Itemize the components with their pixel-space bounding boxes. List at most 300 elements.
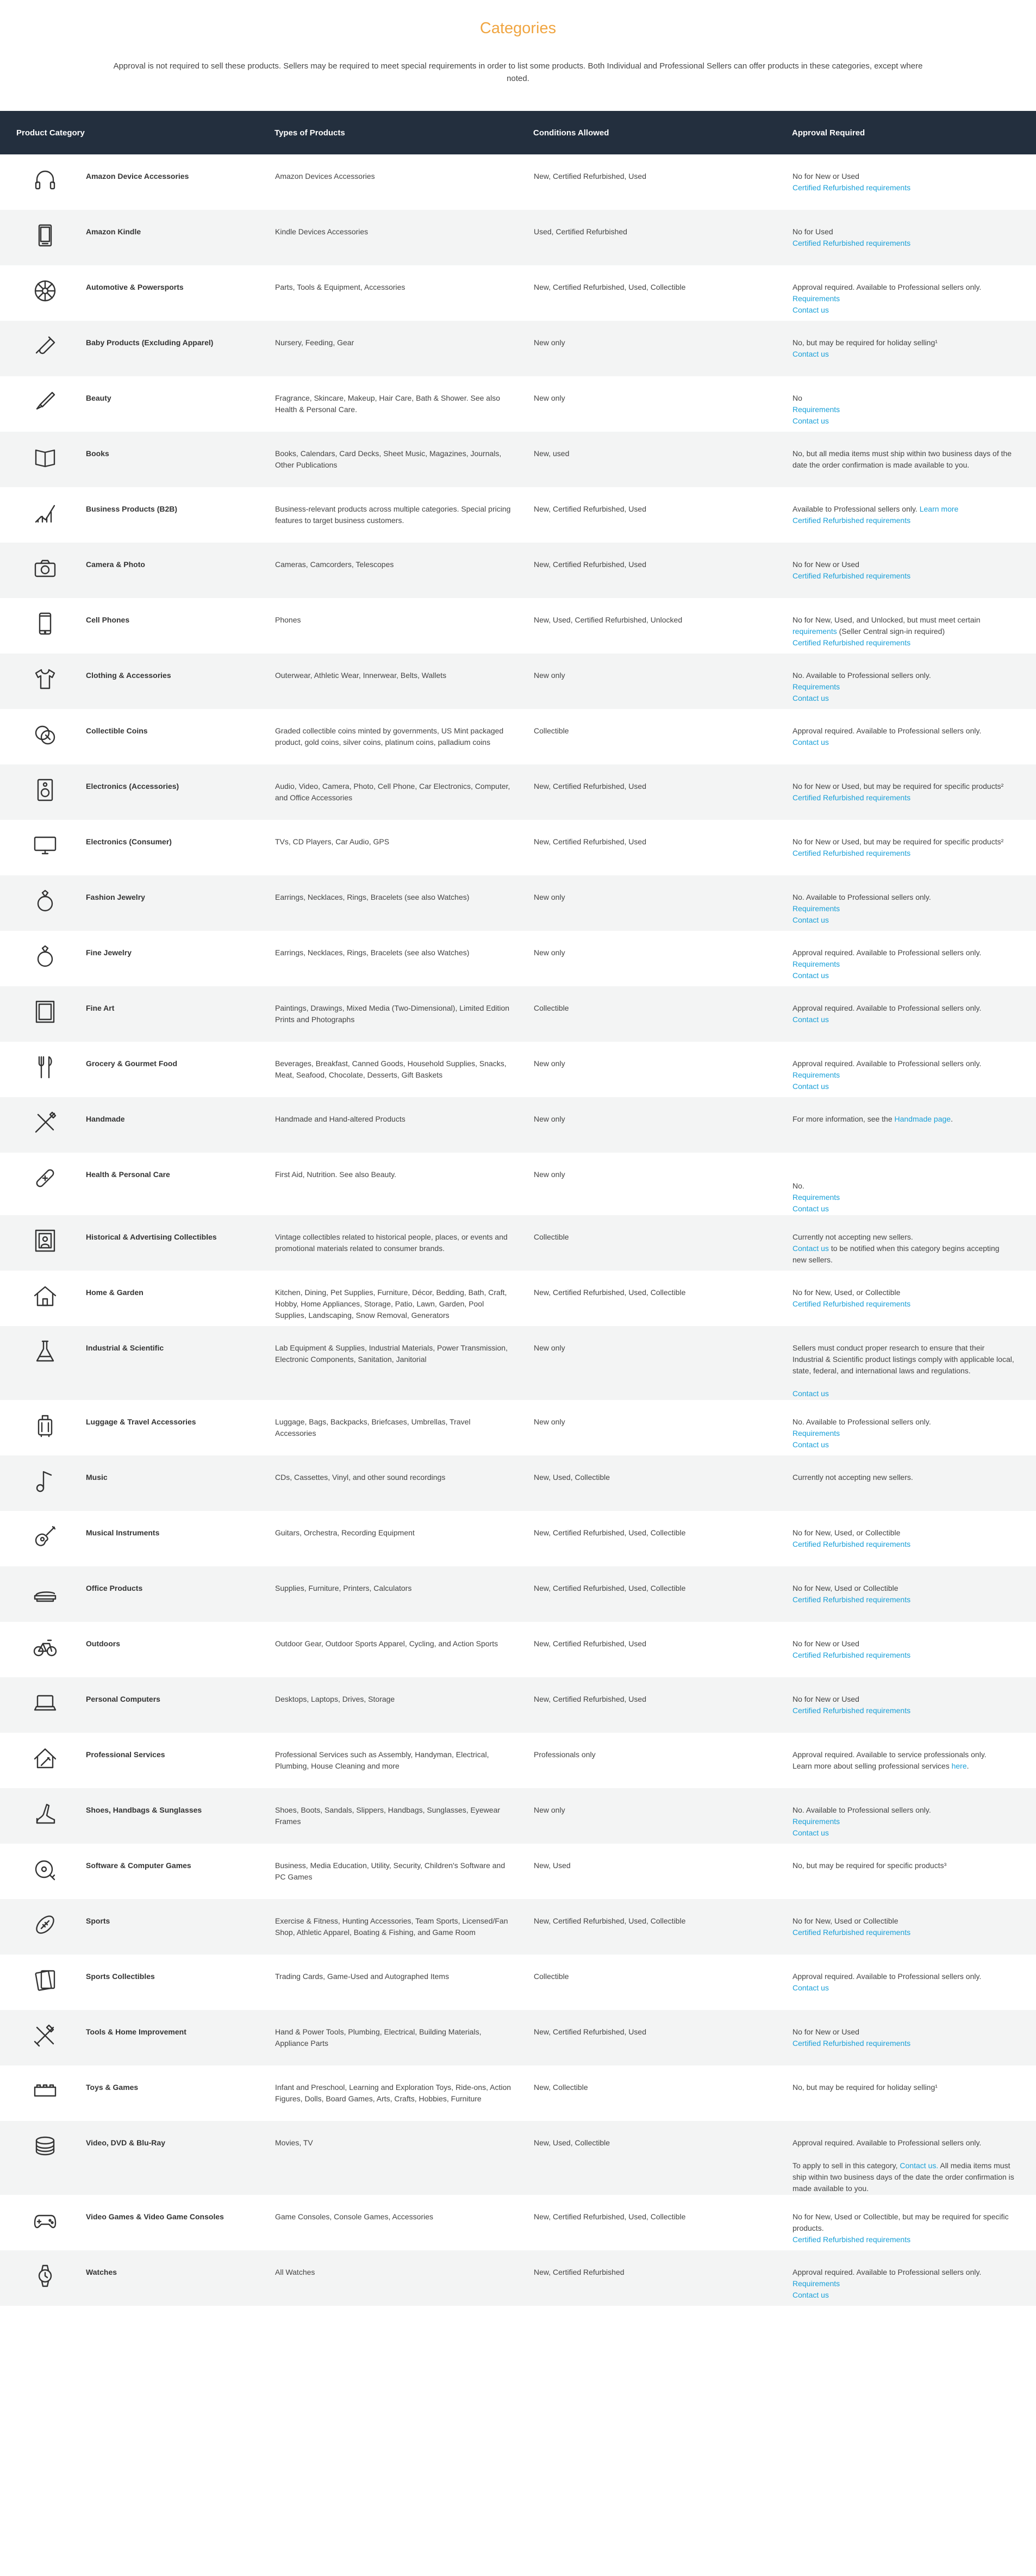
category-name-sports: Sports [86,1917,110,1925]
page-title: Categories [479,20,557,37]
luggage-icon [33,1413,58,1438]
approval-text [792,503,1014,515]
category-cell [0,820,274,875]
certified-refurbished-requirements-link[interactable]: Certified Refurbished requirements [792,2235,911,2244]
table-row [0,265,1036,321]
brush-icon [33,389,58,414]
table-row [0,376,1036,432]
approval-cell [792,2195,1036,2250]
conditions-text: Used, Certified Refurbished [534,227,627,236]
contact-us-link[interactable]: Contact us. [900,2161,939,2170]
watch-icon [33,2263,58,2288]
approval-cell [792,1097,1036,1153]
types-text: Kitchen, Dining, Pet Supplies, Furniture, Décor, Bedding, Bath, Craft, Hobby, Home Appliances, Storage, Patio, Lawn, Garden, Pool Supplies, Landscaping, Snow Removal, Generators [275,1288,507,1320]
approval-text [792,448,1014,471]
contact-us-link[interactable]: Contact us [792,916,829,924]
approval-cell [792,1899,1036,1955]
approval-cell [792,1455,1036,1511]
conditions-text: New, Certified Refurbished, Used [534,172,646,181]
categories-table [0,111,1036,2306]
table-row [0,598,1036,654]
approval-line: No for New or Used, but may be required for specific products² [792,782,1004,791]
types-cell [274,1622,533,1677]
category-cell [0,1511,274,1566]
category-name-tools-home-improvement: Tools & Home Improvement [86,2027,186,2036]
conditions-text: Collectible [534,1972,569,1981]
approval-text [792,2160,1014,2194]
conditions-cell [533,432,792,487]
conditions-text: New, Certified Refurbished, Used [534,837,646,846]
approval-cell [792,1511,1036,1566]
approval-cell [792,543,1036,598]
types-cell [274,820,533,875]
requirements-link[interactable]: Requirements [792,1817,840,1826]
approval-text [792,1113,1014,1125]
approval-cell [792,820,1036,875]
category-name-home-garden: Home & Garden [86,1288,143,1297]
approval-text [792,1760,1014,1772]
types-text: Cameras, Camcorders, Telescopes [275,560,394,569]
conditions-text: Collectible [534,1004,569,1012]
approval-text [792,1805,1014,1816]
types-text: Audio, Video, Camera, Photo, Cell Phone, Car Electronics, Computer, and Office Accessories [275,782,510,802]
table-row [0,1511,1036,1566]
conditions-cell [533,1899,792,1955]
types-text: All Watches [275,2268,315,2276]
here-link[interactable]: here [951,1762,967,1770]
types-cell [274,487,533,543]
conditions-text: New only [534,1059,565,1068]
table-row [0,2010,1036,2065]
certified-refurbished-requirements-link[interactable]: Certified Refurbished requirements [792,1651,911,1659]
chart-icon [33,500,58,525]
tools-cross-icon [33,1110,58,1135]
category-cell [0,764,274,820]
category-name-toys-games: Toys & Games [86,2083,139,2092]
category-name-fine-art: Fine Art [86,1004,115,1012]
requirements-link[interactable]: Requirements [792,294,840,303]
approval-cell [792,2121,1036,2195]
approval-text [792,1971,1014,1982]
approval-line: No for New or Used [792,172,859,181]
approval-cell [792,875,1036,931]
conditions-text: New, Certified Refurbished, Used, Collectible [534,1584,686,1592]
conditions-cell [533,1455,792,1511]
disc-stack-icon [33,2134,58,2159]
conditions-cell [533,1844,792,1899]
requirements-link[interactable]: Requirements [792,960,840,968]
cards-icon [33,1968,58,1993]
conditions-text: New, Certified Refurbished, Used, Collectible [534,1528,686,1537]
approval-text [792,2082,1014,2093]
conditions-cell [533,1677,792,1733]
category-cell [0,2250,274,2306]
types-cell [274,1097,533,1153]
category-cell [0,1955,274,2010]
certified-refurbished-requirements-link[interactable]: Certified Refurbished requirements [792,1540,911,1548]
category-cell [0,1899,274,1955]
approval-line: Approval required. Available to Professional sellers only. [792,948,982,957]
approval-text [792,1583,1014,1594]
approval-text [792,892,1014,903]
bicycle-icon [33,1635,58,1660]
conditions-cell [533,2195,792,2250]
approval-cell [792,1844,1036,1899]
contact-us-link[interactable]: Contact us [792,971,829,980]
requirements-link[interactable]: Requirements [792,682,840,691]
table-row [0,1042,1036,1097]
conditions-cell [533,154,792,210]
types-text: Supplies, Furniture, Printers, Calculators [275,1584,412,1592]
approval-line: Learn more about selling professional services [792,1762,952,1770]
category-cell [0,1097,274,1153]
approval-text [792,393,1014,404]
category-cell [0,1455,274,1511]
approval-cell [792,1566,1036,1622]
category-name-video-dvd-blu-ray: Video, DVD & Blu-Ray [86,2138,165,2147]
certified-refurbished-requirements-link[interactable]: Certified Refurbished requirements [792,849,911,857]
approval-cell [792,931,1036,986]
category-name-fashion-jewelry: Fashion Jewelry [86,893,145,901]
types-cell [274,709,533,764]
category-cell [0,709,274,764]
table-row [0,931,1036,986]
table-row [0,1844,1036,1899]
headphones-icon [33,167,58,192]
conditions-text: New, Certified Refurbished, Used [534,1695,646,1703]
approval-cell [792,709,1036,764]
conditions-text: New only [534,1806,565,1814]
certified-refurbished-requirements-link[interactable]: Certified Refurbished requirements [792,793,911,802]
approval-cell [792,1622,1036,1677]
approval-cell [792,1326,1036,1400]
bandage-icon [33,1166,58,1191]
types-text: Books, Calendars, Card Decks, Sheet Music, Magazines, Journals, Other Publications [275,449,502,469]
conditions-text: Collectible [534,1233,569,1241]
table-row [0,210,1036,265]
types-cell [274,2121,533,2195]
conditions-cell [533,1511,792,1566]
conditions-text: New, Certified Refurbished [534,2268,625,2276]
learn-more-link[interactable]: Learn more [919,505,959,513]
category-name-amazon-device-accessories: Amazon Device Accessories [86,172,189,181]
approval-cell [792,1677,1036,1733]
contact-us-link[interactable]: Contact us [792,416,829,425]
types-text: TVs, CD Players, Car Audio, GPS [275,837,390,846]
music-note-icon [33,1469,58,1494]
conditions-text: New only [534,1417,565,1426]
category-cell [0,1326,274,1400]
types-text: Kindle Devices Accessories [275,227,369,236]
types-cell [274,1455,533,1511]
approval-line: Sellers must conduct proper research to ensure that their Industrial & Scientific product listings comply with applicable local, state, federal, and international laws and regulations. [792,1343,1014,1375]
requirements-link[interactable]: Requirements [792,405,840,414]
table-row [0,1097,1036,1153]
types-text: CDs, Cassettes, Vinyl, and other sound recordings [275,1473,446,1482]
contact-us-link[interactable]: Contact us [792,1244,829,1253]
conditions-text: Professionals only [534,1750,596,1759]
house-icon [33,1284,58,1309]
types-text: Business, Media Education, Utility, Security, Children's Software and PC Games [275,1861,505,1881]
baby-bottle-icon [33,334,58,359]
certified-refurbished-requirements-link[interactable]: Certified Refurbished requirements [792,516,911,525]
guitar-icon [33,1524,58,1549]
conditions-cell [533,321,792,376]
conditions-text: New, Collectible [534,2083,588,2092]
category-cell [0,1042,274,1097]
certified-refurbished-requirements-link[interactable]: Certified Refurbished requirements [792,239,911,247]
types-cell [274,376,533,432]
conditions-text: New only [534,338,565,347]
portrait-icon [33,1228,58,1253]
conditions-text: New, Used, Certified Refurbished, Unlocked [534,615,683,624]
approval-line: (Seller Central sign-in required) [837,627,945,636]
approval-cell [792,1788,1036,1844]
types-cell [274,931,533,986]
conditions-cell [533,709,792,764]
types-text: Hand & Power Tools, Plumbing, Electrical, Building Materials, Appliance Parts [275,2027,482,2048]
approval-cell [792,654,1036,709]
contact-us-link[interactable]: Contact us [792,1983,829,1992]
conditions-cell [533,986,792,1042]
handmade-page-link[interactable]: Handmade page [894,1115,951,1123]
approval-cell [792,487,1036,543]
types-text: Fragrance, Skincare, Makeup, Hair Care, Bath & Shower. See also Health & Personal Care. [275,394,500,414]
types-cell [274,1400,533,1455]
types-text: Infant and Preschool, Learning and Exploration Toys, Ride-ons, Action Figures, Dolls, Board Games, Arts, Crafts, Hobbies, Furniture [275,2083,511,2103]
types-cell [274,598,533,654]
contact-us-link[interactable]: Contact us [792,2291,829,2299]
category-name-electronics-consumer: Electronics (Consumer) [86,837,172,846]
types-text: Paintings, Drawings, Mixed Media (Two-Dimensional), Limited Edition Prints and Photographs [275,1004,510,1024]
approval-line: No, but may be required for holiday selling¹ [792,338,938,347]
category-cell [0,1788,274,1844]
approval-text [792,725,1014,737]
types-cell [274,321,533,376]
category-cell [0,875,274,931]
conditions-cell [533,1326,792,1400]
speaker-icon [33,777,58,802]
conditions-text: New, Certified Refurbished, Used [534,560,646,569]
ring-icon [33,888,58,913]
category-name-outdoors: Outdoors [86,1639,120,1648]
approval-cell [792,210,1036,265]
approval-line: No. Available to Professional sellers only. [792,1806,931,1814]
approval-line: No. Available to Professional sellers only. [792,893,931,901]
category-cell [0,376,274,432]
coins-icon [33,722,58,747]
category-cell [0,432,274,487]
types-text: Earrings, Necklaces, Rings, Bracelets (see also Watches) [275,948,470,957]
types-text: Amazon Devices Accessories [275,172,375,181]
types-cell [274,2250,533,2306]
types-text: Beverages, Breakfast, Canned Goods, Household Supplies, Snacks, Meat, Seafood, Chocolate, Desserts, Gift Baskets [275,1059,507,1079]
conditions-cell [533,1566,792,1622]
shoe-icon [33,1801,58,1826]
approval-cell [792,432,1036,487]
conditions-text: New, Certified Refurbished, Used, Collectible [534,2212,686,2221]
approval-text [792,626,1014,637]
conditions-text: New, Used [534,1861,571,1870]
table-row [0,875,1036,931]
certified-refurbished-requirements-link[interactable]: Certified Refurbished requirements [792,183,911,192]
approval-line: No for New, Used, and Unlocked, but must meet certain [792,615,981,624]
types-cell [274,2010,533,2065]
approval-text [792,1694,1014,1705]
contact-us-link[interactable]: Contact us [792,1828,829,1837]
contact-us-link[interactable]: Contact us [792,1389,829,1398]
spacer [792,2149,1014,2160]
conditions-text: New only [534,948,565,957]
certified-refurbished-requirements-link[interactable]: Certified Refurbished requirements [792,2039,911,2048]
approval-text [792,1342,1014,1377]
types-cell [274,2195,533,2250]
types-cell [274,1215,533,1271]
conditions-cell [533,376,792,432]
approval-text [792,947,1014,959]
laptop-icon [33,1690,58,1715]
types-text: Phones [275,615,301,624]
category-name-sports-collectibles: Sports Collectibles [86,1972,155,1981]
types-text: Guitars, Orchestra, Recording Equipment [275,1528,415,1537]
contact-us-link[interactable]: Contact us [792,1015,829,1024]
conditions-text: New, Certified Refurbished, Used [534,782,646,791]
conditions-text: New, used [534,449,570,458]
approval-cell [792,598,1036,654]
contact-us-link[interactable]: Contact us [792,738,829,746]
approval-line: Approval required. Available to Professional sellers only. [792,283,982,291]
category-name-automotive-powersports: Automotive & Powersports [86,283,184,291]
category-name-luggage-travel-accessories: Luggage & Travel Accessories [86,1417,196,1426]
contact-us-link[interactable]: Contact us [792,1204,829,1213]
category-name-baby-products-excluding-apparel: Baby Products (Excluding Apparel) [86,338,214,347]
requirements-link[interactable]: Requirements [792,904,840,913]
contact-us-link[interactable]: Contact us [792,1440,829,1449]
category-cell [0,1566,274,1622]
category-cell [0,487,274,543]
blocks-icon [33,2079,58,2104]
conditions-cell [533,820,792,875]
types-text: Game Consoles, Console Games, Accessories [275,2212,434,2221]
approval-text [792,171,1014,182]
approval-text [792,1287,1014,1298]
category-name-handmade: Handmade [86,1115,125,1123]
types-cell [274,2065,533,2121]
category-cell [0,2010,274,2065]
table-row [0,709,1036,764]
conditions-text: New, Certified Refurbished, Used [534,505,646,513]
category-cell [0,2121,274,2195]
approval-line: Approval required. Available to Professional sellers only. [792,726,982,735]
contact-us-link[interactable]: Contact us [792,306,829,314]
approval-text [792,1749,1014,1760]
certified-refurbished-requirements-link[interactable]: Certified Refurbished requirements [792,571,911,580]
category-cell [0,598,274,654]
approval-line: No, but may be required for specific products³ [792,1861,947,1870]
ring-icon [33,944,58,969]
types-cell [274,1844,533,1899]
certified-refurbished-requirements-link[interactable]: Certified Refurbished requirements [792,638,911,647]
certified-refurbished-requirements-link[interactable]: Certified Refurbished requirements [792,1299,911,1308]
certified-refurbished-requirements-link[interactable]: Certified Refurbished requirements [792,1595,911,1604]
header-types-of-products: Types of Products [274,128,345,138]
types-cell [274,1566,533,1622]
page-header [0,0,1036,111]
approval-cell [792,1215,1036,1271]
requirements-link[interactable]: Requirements [792,1071,840,1079]
types-cell [274,154,533,210]
conditions-text: New only [534,1170,565,1179]
category-name-musical-instruments: Musical Instruments [86,1528,160,1537]
types-text: Handmade and Hand-altered Products [275,1115,405,1123]
approval-text [792,1058,1014,1069]
requirements-link[interactable]: Requirements [792,2279,840,2288]
table-row [0,487,1036,543]
approval-prefix: To apply to sell in this category, [792,2161,900,2170]
types-text: Shoes, Boots, Sandals, Slippers, Handbags, Sunglasses, Eyewear Frames [275,1806,501,1826]
conditions-text: New, Certified Refurbished, Used, Collectible [534,283,686,291]
category-cell [0,265,274,321]
category-cell [0,1677,274,1733]
approval-cell [792,2065,1036,2121]
approval-cell [792,376,1036,432]
certified-refurbished-requirements-link[interactable]: Certified Refurbished requirements [792,1706,911,1715]
approval-text [792,282,1014,293]
conditions-cell [533,1042,792,1097]
approval-text [792,1638,1014,1650]
contact-us-link[interactable]: Contact us [792,350,829,358]
conditions-text: New, Used, Collectible [534,1473,610,1482]
category-name-shoes-handbags-sunglasses: Shoes, Handbags & Sunglasses [86,1806,202,1814]
category-name-clothing-accessories: Clothing & Accessories [86,671,171,680]
category-name-historical-advertising-collectibles: Historical & Advertising Collectibles [86,1233,217,1241]
types-text: Graded collectible coins minted by governments, US Mint packaged product, gold coins, silver coins, platinum coins, palladium coins [275,726,504,746]
contact-us-link[interactable]: Contact us [792,694,829,702]
conditions-cell [533,1622,792,1677]
conditions-cell [533,2010,792,2065]
conditions-text: New, Certified Refurbished, Used, Collectible [534,1288,686,1297]
conditions-cell [533,487,792,543]
conditions-text: New only [534,1343,565,1352]
table-row [0,1566,1036,1622]
conditions-cell [533,2121,792,2195]
table-row [0,1955,1036,2010]
approval-line: Approval required. Available to Professional sellers only. [792,2138,982,2147]
approval-line: Currently not accepting new sellers. [792,1233,913,1241]
types-text: Nursery, Feeding, Gear [275,338,354,347]
approval-line: Approval required. Available to Professional sellers only. [792,1004,982,1012]
requirements-link[interactable]: Requirements [792,1193,840,1202]
house-tools-icon [33,1746,58,1771]
approval-text [792,1527,1014,1539]
types-cell [274,764,533,820]
approval-line: No for New, Used or Collectible [792,1584,898,1592]
types-text: Vintage collectibles related to historical people, places, or events and promotional materials related to consumer brands. [275,1233,508,1253]
approval-text [792,1416,1014,1428]
requirements-link[interactable]: requirements [792,627,837,636]
category-cell [0,1844,274,1899]
certified-refurbished-requirements-link[interactable]: Certified Refurbished requirements [792,1928,911,1937]
types-cell [274,1271,533,1326]
approval-line: Currently not accepting new sellers. [792,1473,913,1482]
approval-line: No. [792,1181,804,1190]
software-icon [33,1857,58,1882]
types-cell [274,1899,533,1955]
contact-us-link[interactable]: Contact us [792,1082,829,1091]
types-cell [274,1733,533,1788]
requirements-link[interactable]: Requirements [792,1429,840,1438]
conditions-cell [533,2065,792,2121]
